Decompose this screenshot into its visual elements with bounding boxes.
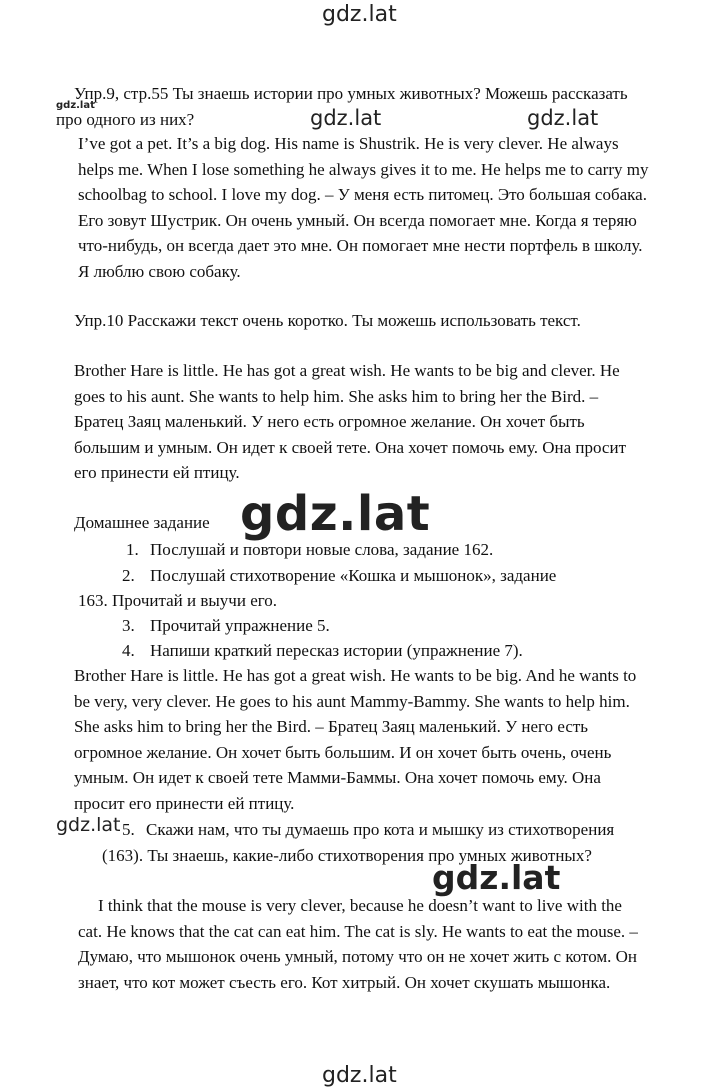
ex10-text: Brother Hare is little. He has got a great wish. He wants to be big and clever. He goes to his aunt. She wants to help him. She asks him to bring her the Bird. – Братец Заяц маленький. У него есть огромное желание. Он хочет быть большим и умным. Он идет к своей тете. Она хочет помочь ему. Она просит его принести ей птицу. (74, 361, 626, 482)
homework-item-2-cont: 163. Прочитай и выучи его. (78, 591, 278, 610)
watermark-tiny: gdz.lat (56, 100, 95, 111)
watermark-small-left: gdz.lat (56, 814, 121, 836)
homework-item-1: Послушай и повтори новые слова, задание 162. (150, 540, 494, 559)
homework-item-2: Послушай стихотворение «Кошка и мышонок», задание (150, 566, 557, 585)
answer-text: I think that the mouse is very clever, because he doesn’t want to live with the cat. He knows that the cat can eat him. The cat is sly. He wants to eat the mouse. – Думаю, что мышонок очень умный, потому что он не хочет жить с котом. Он знает, что кот может съесть его. Кот хитрый. Он хочет скушать мышонка. (78, 896, 638, 992)
homework-item-3: Прочитай упражнение 5. (150, 616, 330, 635)
ex10-heading: Упр.10 Расскажи текст очень коротко. Ты можешь использовать текст. (74, 311, 581, 330)
homework-item-1-num: 1. (126, 540, 139, 559)
watermark-mid-2: gdz.lat (527, 106, 599, 130)
watermark-bottom: gdz.lat (322, 1063, 397, 1088)
homework-title: Домашнее задание (74, 513, 210, 532)
watermark-top: gdz.lat (322, 2, 397, 27)
homework-item-4: Напиши краткий пересказ истории (упражнение 7). (150, 641, 523, 660)
homework-item-5-num: 5. (122, 820, 135, 839)
watermark-big: gdz.lat (240, 486, 431, 542)
watermark-mid-1: gdz.lat (310, 106, 382, 130)
homework-retelling: Brother Hare is little. He has got a great wish. He wants to be big. And he wants to be very, very clever. He goes to his aunt Mammy-Bammy. She wants to help him. She asks him to bring her the Bird. – Братец Заяц маленький. У него есть огромное желание. Он хочет быть большим. И он хочет быть очень, очень умным. Он идет к своей тете Мамми-Баммы. Она хочет помочь ему. Она просит его принести ей птицу. (74, 666, 637, 813)
homework-item-2-num: 2. (122, 566, 135, 585)
homework-item-5: Скажи нам, что ты думаешь про кота и мышку из стихотворения (163). Ты знаешь, какие-либо стихотворения про умных животных? (102, 820, 615, 865)
watermark-medium: gdz.lat (432, 858, 561, 897)
homework-item-3-num: 3. (122, 616, 135, 635)
homework-item-4-num: 4. (122, 641, 135, 660)
ex9-heading: Упр.9, стр.55 Ты знаешь истории про умных животных? Можешь рассказать про одного из них? (56, 84, 628, 129)
ex9-text: I’ve got a pet. It’s a big dog. His name is Shustrik. He is very clever. He always helps me. When I lose something he always gives it to me. He helps me to carry my schoolbag to school. I love my dog. – У меня есть питомец. Это большая собака. Его зовут Шустрик. Он очень умный. Он всегда помогает мне. Когда я теряю что-нибудь, он всегда дает это мне. Он помогает мне нести портфель в школу. Я люблю свою собаку. (78, 134, 649, 281)
